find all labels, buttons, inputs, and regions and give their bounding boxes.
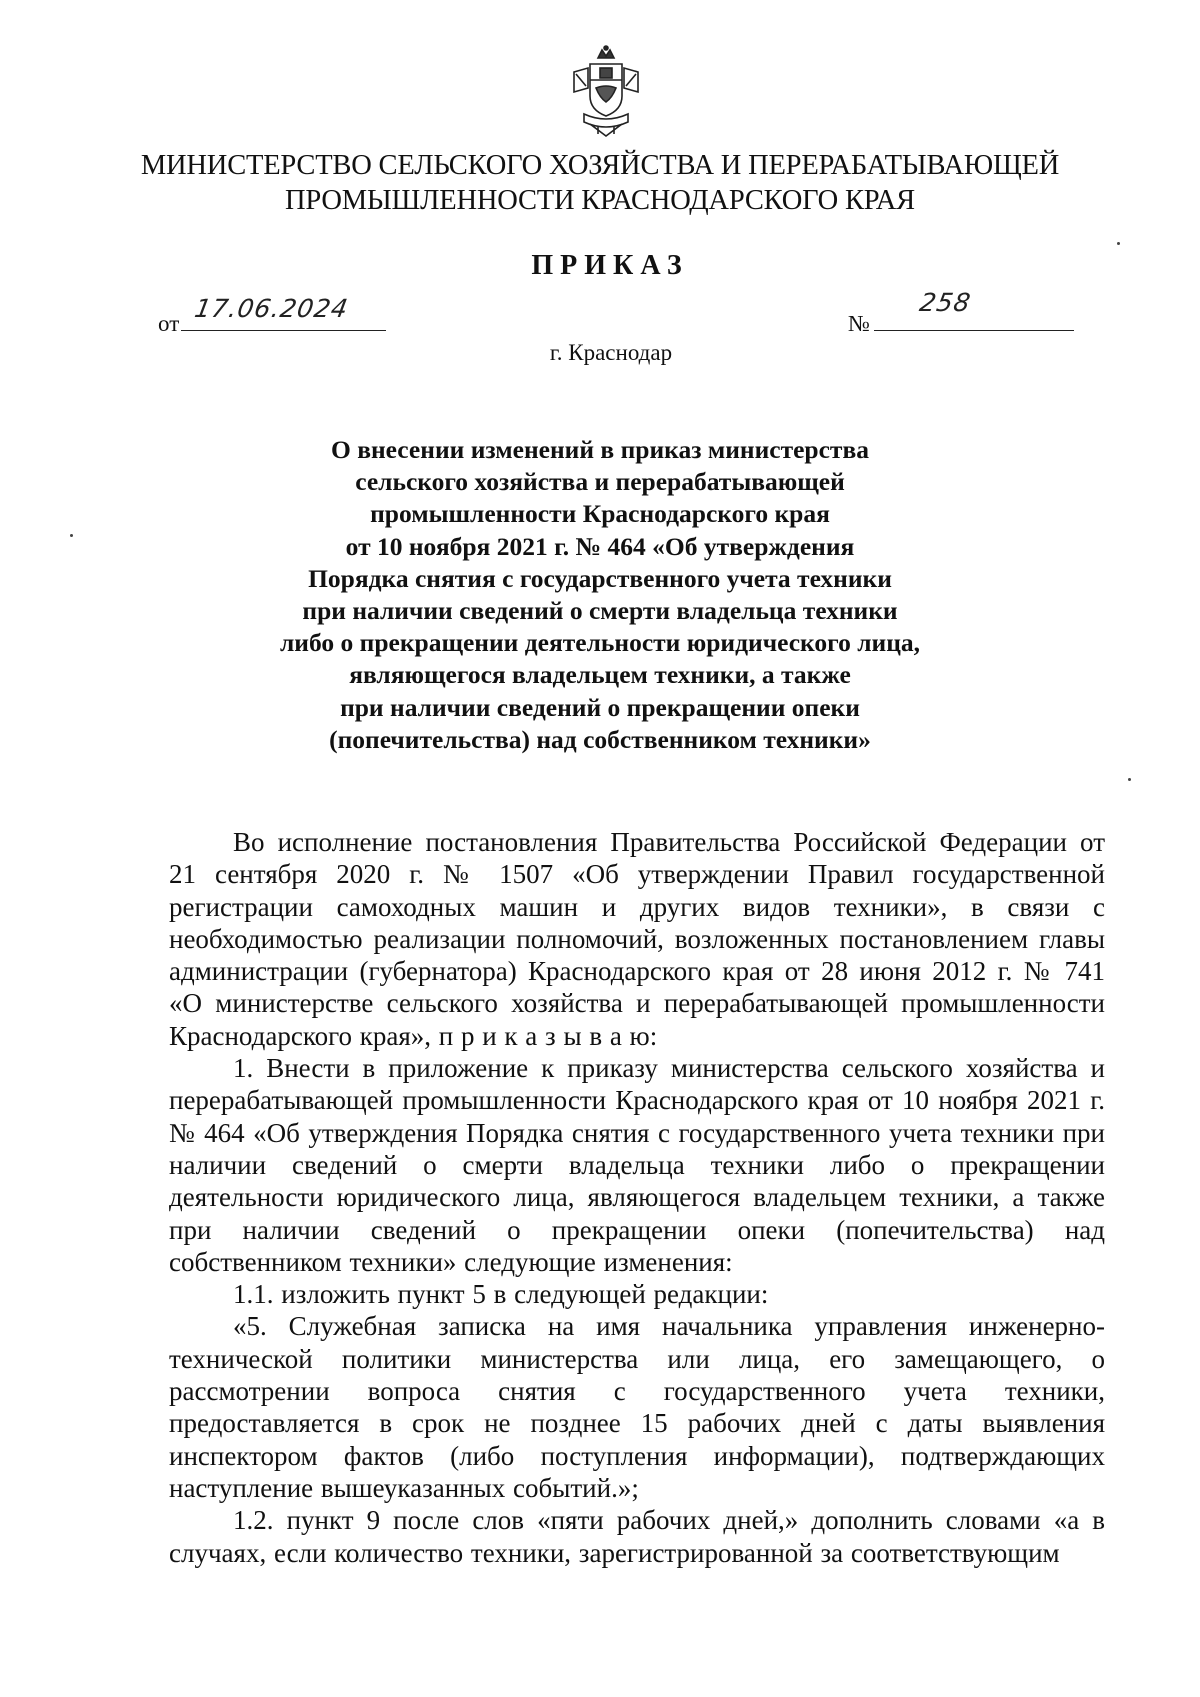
document-type-title: ПРИКАЗ — [531, 250, 689, 281]
body-paragraph-item-1-2: 1.2. пункт 9 после слов «пяти рабочих дней,» дополнить словами «а в случаях, если количество техники, зарегистрированной за соответствующим — [169, 1505, 1105, 1568]
subject-line: при наличии сведений о смерти владельца техники — [302, 596, 898, 626]
order-body — [169, 826, 1105, 1569]
number-prefix: № — [848, 311, 870, 336]
body-paragraph-item-1-1: 1.1. изложить пункт 5 в следующей редакции: — [233, 1279, 769, 1310]
subject-line: являющегося владельцем техники, а также — [349, 660, 851, 690]
subject-line: О внесении изменений в приказ министерства — [331, 435, 869, 464]
handwritten-date: 17.06.2024 — [192, 294, 351, 323]
subject-line: промышленности Краснодарского края — [370, 499, 830, 529]
number-field — [848, 288, 1074, 337]
order-subject — [150, 434, 1050, 756]
ministry-name-line-2: ПРОМЫШЛЕННОСТИ КРАСНОДАРСКОГО КРАЯ — [285, 185, 915, 216]
date-prefix: от — [158, 311, 180, 336]
scan-speck — [1128, 778, 1131, 781]
subject-line: Порядка снятия с государственного учета техники — [308, 563, 892, 593]
body-paragraph-item-1: 1. Внести в приложение к приказу министерства сельского хозяйства и перерабатывающей промышленности Краснодарского края от 10 ноября 2021 г. № 464 «Об утверждения Порядка снятия с государственного учета техники при наличии сведений о смерти владельца техники либо о прекращении деятельности юридического лица, являющегося владельцем техники, а также при наличии сведений о прекращении опеки (попечительства) над собственником техники» следующие изменения: — [169, 1053, 1105, 1277]
ministry-name — [100, 148, 1100, 218]
body-paragraph-preamble: Во исполнение постановления Правительства Российской Федерации от 21 сентября 2020 г. № 1507 «Об утверждении Правил государственной регистрации самоходных машин и других видов техники», в связи с необходимостью реализации полномочий, возложенных постановлением главы администрации (губернатора) Краснодарского края от 28 июня 2012 г. № 741 «О министерстве сельского хозяйства и перерабатывающей промышленности Краснодарского края», п р и к а з ы в а ю: — [169, 827, 1105, 1051]
date-field — [158, 294, 386, 337]
ministry-name-line-1: МИНИСТЕРСТВО СЕЛЬСКОГО ХОЗЯЙСТВА И ПЕРЕРАБАТЫВАЮЩЕЙ — [140, 150, 1060, 181]
subject-line: сельского хозяйства и перерабатывающей — [355, 467, 845, 497]
scan-speck — [1117, 242, 1120, 245]
subject-line: от 10 ноября 2021 г. № 464 «Об утверждения — [345, 531, 855, 561]
body-paragraph-quoted-item-5: «5. Служебная записка на имя начальника управления инженерно-технической политики министерства или лица, его замещающего, о рассмотрении вопроса снятия с государственного учета техники, предоставляется в срок не позднее 15 рабочих дней с даты выявления инспектором фактов (либо поступления информации), подтверждающих наступление вышеуказанных событий.»; — [169, 1311, 1105, 1503]
handwritten-number: 258 — [917, 288, 974, 317]
date-underline — [181, 294, 386, 331]
subject-line: (попечительства) над собственником техники» — [329, 724, 871, 754]
city-name: г. Краснодар — [549, 340, 673, 365]
coat-of-arms-emblem — [568, 44, 644, 140]
subject-line: либо о прекращении деятельности юридического лица, — [279, 628, 921, 658]
subject-line: при наличии сведений о прекращении опеки — [340, 692, 860, 722]
number-underline — [874, 288, 1074, 331]
scan-speck — [70, 534, 73, 537]
